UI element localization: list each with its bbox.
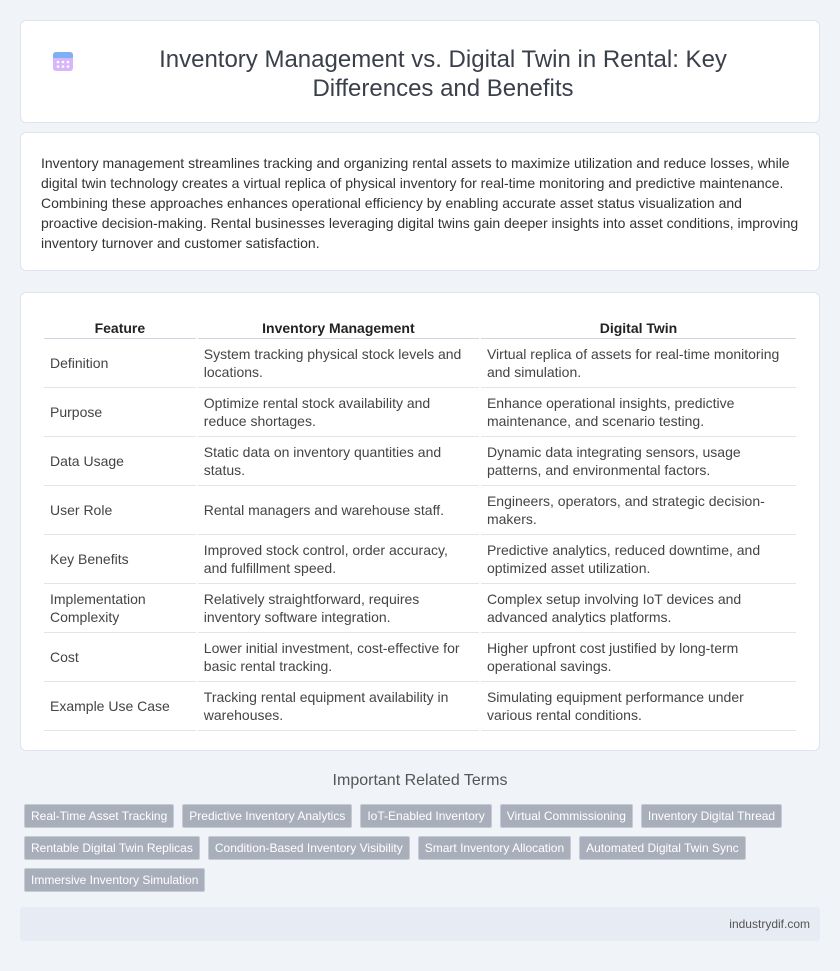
comparison-table [42,315,798,731]
header-feature: Feature [44,315,196,339]
related-term-tag[interactable]: Condition-Based Inventory Visibility [208,836,410,860]
digital-twin-cell: Engineers, operators, and strategic decision-makers. [481,486,796,535]
table-row [44,339,796,388]
table-row [44,535,796,584]
inventory-cell: Optimize rental stock availability and reduce shortages. [198,388,479,437]
related-terms-list [24,804,804,900]
related-term-tag[interactable]: Real-Time Asset Tracking [24,804,174,828]
header-digital-twin: Digital Twin [481,315,796,339]
inventory-cell: Rental managers and warehouse staff. [198,486,479,535]
related-term-tag[interactable]: IoT-Enabled Inventory [360,804,491,828]
feature-cell: Cost [44,633,196,682]
table-row [44,633,796,682]
inventory-cell: Relatively straightforward, requires inventory software integration. [198,584,479,633]
digital-twin-cell: Simulating equipment performance under various rental conditions. [481,682,796,731]
feature-cell: Implementation Complexity [44,584,196,633]
feature-cell: Key Benefits [44,535,196,584]
inventory-cell: Static data on inventory quantities and status. [198,437,479,486]
inventory-cell: Tracking rental equipment availability in warehouses. [198,682,479,731]
page-title: Inventory Management vs. Digital Twin in Rental: Key Differences and Benefits [159,46,727,102]
footer [20,907,820,941]
feature-cell: Definition [44,339,196,388]
table-row [44,584,796,633]
related-term-tag[interactable]: Automated Digital Twin Sync [579,836,746,860]
inventory-cell: Lower initial investment, cost-effective for basic rental tracking. [198,633,479,682]
related-term-tag[interactable]: Immersive Inventory Simulation [24,868,205,892]
header-card [20,20,820,123]
related-term-tag[interactable]: Predictive Inventory Analytics [182,804,352,828]
digital-twin-cell: Enhance operational insights, predictive maintenance, and scenario testing. [481,388,796,437]
related-term-tag[interactable]: Smart Inventory Allocation [418,836,571,860]
calendar-icon [51,49,75,73]
feature-cell: Purpose [44,388,196,437]
digital-twin-cell: Higher upfront cost justified by long-term operational savings. [481,633,796,682]
digital-twin-cell: Virtual replica of assets for real-time monitoring and simulation. [481,339,796,388]
feature-cell: Example Use Case [44,682,196,731]
related-term-tag[interactable]: Rentable Digital Twin Replicas [24,836,200,860]
header-inventory-management: Inventory Management [198,315,479,339]
footer-site-link[interactable]: industrydif.com [729,917,810,931]
related-term-tag[interactable]: Inventory Digital Thread [641,804,782,828]
inventory-cell: Improved stock control, order accuracy, and fulfillment speed. [198,535,479,584]
feature-cell: Data Usage [44,437,196,486]
digital-twin-cell: Dynamic data integrating sensors, usage patterns, and environmental factors. [481,437,796,486]
digital-twin-cell: Predictive analytics, reduced downtime, and optimized asset utilization. [481,535,796,584]
table-row [44,682,796,731]
table-row [44,486,796,535]
intro-paragraph: Inventory management streamlines tracking and organizing rental assets to maximize utilization and reduce losses, while digital twin technology creates a virtual replica of physical inventory for real-time monitoring and predictive maintenance. Combining these approaches enhances operational efficiency by enabling accurate asset status visualization and proactive decision-making. Rental businesses leveraging digital twins gain deeper insights into asset conditions, improving inventory turnover and customer satisfaction. [41,155,799,251]
table-row [44,437,796,486]
table-header-row [44,315,796,339]
related-terms-title: Important Related Terms [332,772,508,789]
related-term-tag[interactable]: Virtual Commissioning [500,804,633,828]
comparison-card [20,292,820,751]
digital-twin-cell: Complex setup involving IoT devices and advanced analytics platforms. [481,584,796,633]
table-row [44,388,796,437]
intro-card [20,132,820,271]
feature-cell: User Role [44,486,196,535]
inventory-cell: System tracking physical stock levels and locations. [198,339,479,388]
